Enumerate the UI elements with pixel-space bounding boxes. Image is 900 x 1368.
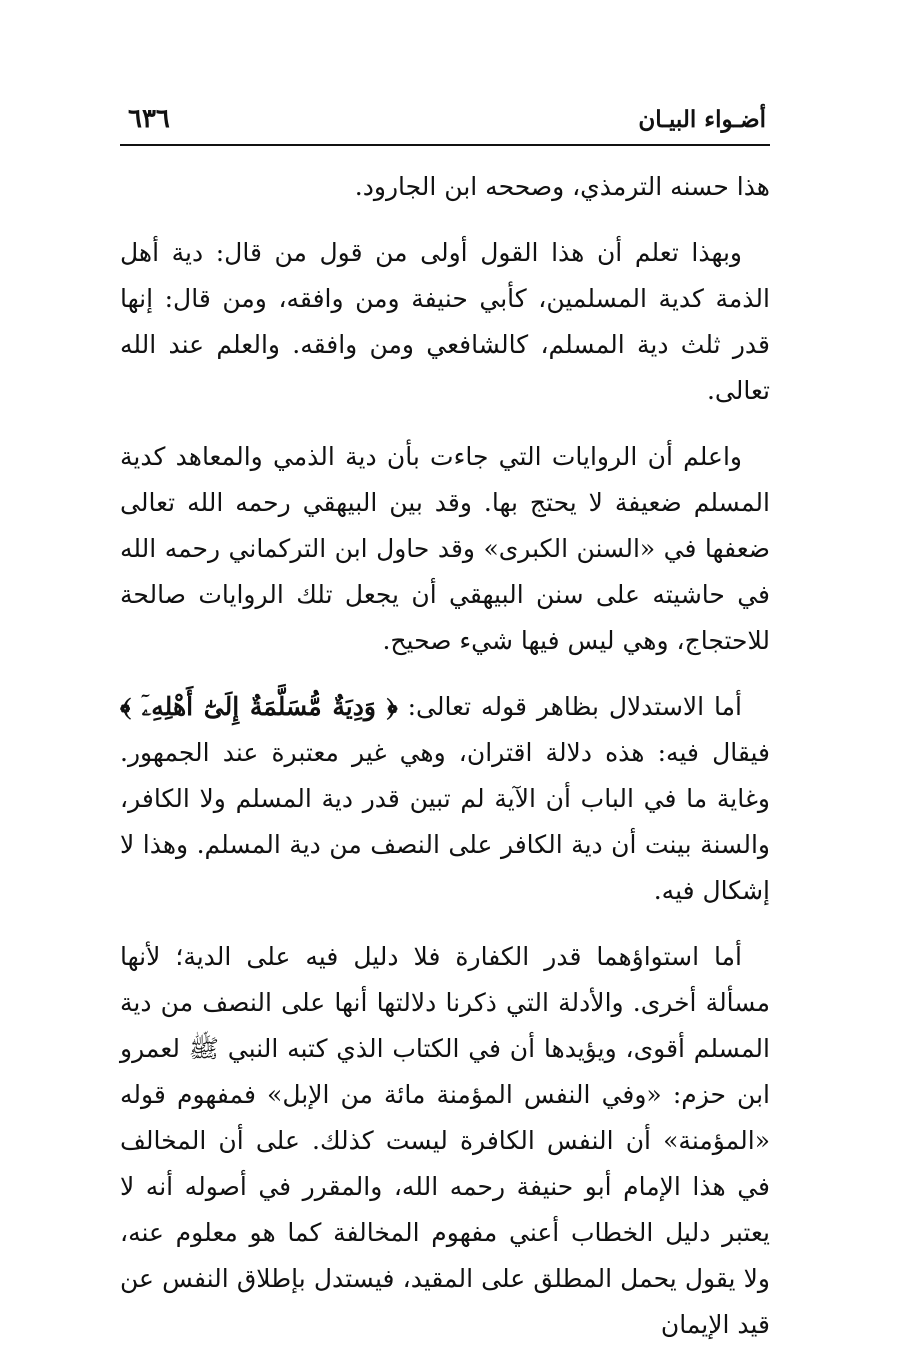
paragraph-3: واعلم أن الروايات التي جاءت بأن دية الذمي والمعاهد كدية المسلم ضعيفة لا يحتج بها. وقد بين البيهقي رحمه الله تعالى ضعفها في «السنن الكبرى» وقد حاول ابن التركماني رحمه الله في حاشيته على سنن البيهقي أن يجعل تلك الروايات صالحة للاحتجاج، وهي ليس فيها شيء صحيح. xyxy=(120,442,770,655)
paragraph-1: هذا حسنه الترمذي، وصححه ابن الجارود. xyxy=(354,172,770,201)
book-page xyxy=(120,98,770,1368)
quran-verse: ﴿ وَدِيَةٌ مُّسَلَّمَةٌ إِلَىٰٓ أَهْلِهِۦٓ ﴾ xyxy=(120,692,398,721)
page-number: ٦٣٦ xyxy=(128,104,170,134)
running-title: أضـواء البيـان xyxy=(638,106,766,133)
body-text xyxy=(120,164,770,1348)
istidlal-rest: فيقال فيه: هذه دلالة اقتران، وهي غير معتبرة عند الجمهور. وغاية ما في الباب أن الآية لم تبين قدر دية المسلم ولا الكافر، والسنة بينت أن دية الكافر على النصف من دية المسلم. وهذا لا إشكال فيه. xyxy=(120,738,770,905)
istidlal-intro: أما الاستدلال بظاهر قوله تعالى: xyxy=(397,692,742,721)
paragraph-last: أما استواؤهما قدر الكفارة فلا دليل فيه على الدية؛ لأنها مسألة أخرى. والأدلة التي ذكرنا دلالتها أنها على النصف من دية المسلم أقوى، ويؤيدها أن في الكتاب الذي كتبه النبي ﷺ لعمرو ابن حزم: «وفي النفس المؤمنة مائة من الإبل» فمفهوم قوله «المؤمنة» أن النفس الكافرة ليست كذلك. على أن المخالف في هذا الإمام أبو حنيفة رحمه الله، والمقرر في أصوله أنه لا يعتبر دليل الخطاب أعني مفهوم المخالفة كما هو معلوم عنه، ولا يقول يحمل المطلق على المقيد، فيستدل بإطلاق النفس عن قيد الإيمان xyxy=(120,942,770,1339)
paragraph-istidlal xyxy=(120,684,770,914)
paragraph-2: وبهذا تعلم أن هذا القول أولى من قول من قال: دية أهل الذمة كدية المسلمين، كأبي حنيفة ومن وافقه، ومن قال: إنها قدر ثلث دية المسلم، كالشافعي ومن وافقه. والعلم عند الله تعالى. xyxy=(120,238,770,405)
page-header xyxy=(120,98,770,146)
